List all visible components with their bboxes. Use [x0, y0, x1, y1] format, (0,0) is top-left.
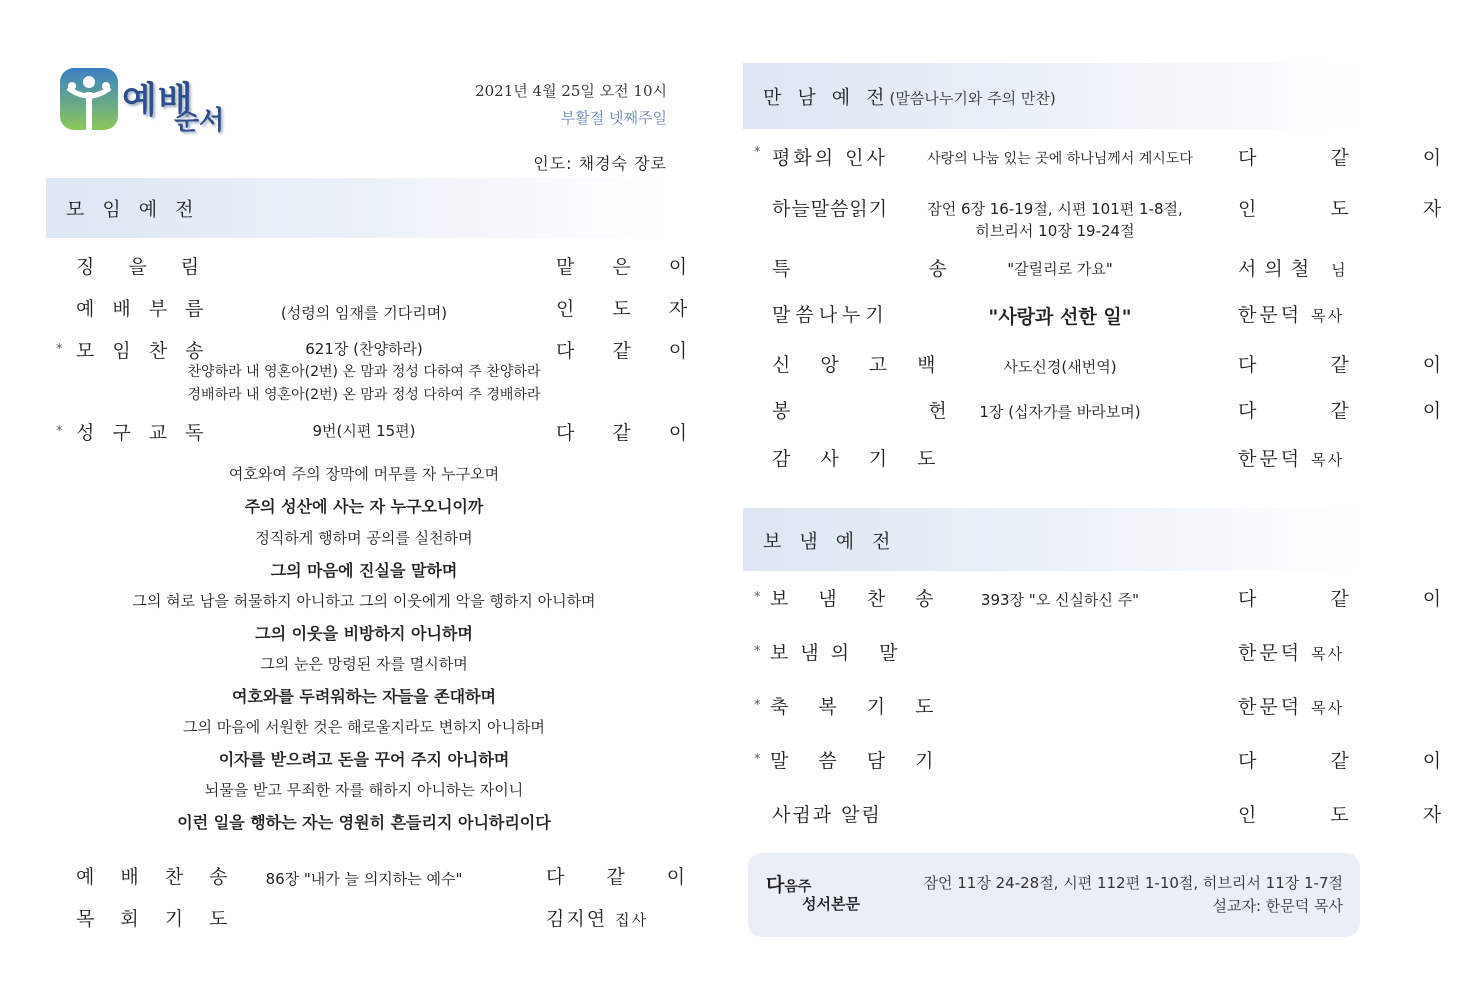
item-performer	[1238, 254, 1348, 281]
item-label: 말 씀 담 기	[770, 750, 946, 772]
item-performer	[546, 904, 648, 931]
standing-marker: *	[56, 342, 63, 357]
meeting-row	[740, 396, 1475, 426]
standing-marker: *	[754, 644, 761, 659]
item-label: 하늘말씀읽기	[772, 198, 889, 220]
item-label: 특 송	[772, 258, 1013, 280]
item-performer: 맡 은 이	[556, 256, 704, 278]
psalm-line-response: 여호와를 두려워하는 자들을 존대하며	[231, 687, 496, 706]
sending-row	[740, 692, 1380, 722]
item-label: 사귐과 알림	[772, 804, 882, 826]
meeting-row	[740, 254, 1380, 284]
performer-name: 한문덕	[1238, 696, 1303, 718]
performer-name: 한문덕	[1238, 448, 1303, 470]
item-label: 봉 헌	[772, 400, 1013, 422]
psalm-line-response: 그의 마음에 진실을 말하며	[270, 561, 458, 580]
performer-title: 집사	[615, 911, 649, 929]
item-performer: 다 같 이	[546, 866, 704, 888]
gathering-row	[0, 294, 704, 324]
psalm-line: 뇌물을 받고 무죄한 자를 해하지 아니하는 자이니	[204, 781, 524, 799]
item-description: 86장 "내가 늘 의지하는 예수"	[265, 870, 463, 888]
psalm-line: 그의 마음에 서원한 것은 해로울지라도 변하지 아니하며	[183, 718, 545, 736]
performer-title: 목사	[1311, 645, 1345, 663]
item-label: 말씀나누기	[772, 304, 889, 326]
next-week-title-small: 음주	[784, 879, 812, 895]
gathering-section-header	[46, 178, 666, 238]
service-date: 2021년 4월 25일 오전 10시	[475, 82, 667, 100]
sermon-title: "사랑과 선한 일"	[988, 306, 1132, 328]
item-description: (성령의 임재를 기다리며)	[280, 304, 448, 322]
item-label	[76, 252, 214, 279]
item-label: 축 복 기 도	[770, 696, 946, 718]
item-performer: 다 같 이	[556, 340, 704, 362]
item-performer	[1238, 692, 1344, 719]
item-performer	[1238, 300, 1344, 327]
performer-name: 김지연	[546, 908, 608, 930]
item-performer: 인 도 자	[1238, 804, 1475, 826]
gathering-row	[0, 252, 704, 282]
performer-title: 님	[1331, 261, 1348, 279]
item-description: 9번(시편 15편)	[312, 422, 416, 440]
psalm-line: 그의 혀로 남을 허물하지 아니하고 그의 이웃에게 악을 행하지 아니하며	[132, 592, 596, 610]
psalm-line-response: 이자를 받으려고 돈을 꾸어 주지 아니하며	[218, 750, 510, 769]
item-label: 감 사 기 도	[772, 448, 948, 470]
psalm-line-response: 그의 이웃을 비방하지 아니하며	[255, 624, 473, 643]
item-performer	[1238, 444, 1344, 471]
next-week-preacher: 설교자: 한문덕 목사	[1212, 897, 1343, 915]
item-performer: 다 같 이	[556, 422, 704, 444]
meeting-section-title	[763, 83, 1056, 110]
logo-title-bottom: 순서	[174, 106, 225, 136]
gathering-row	[0, 862, 704, 892]
standing-marker: *	[754, 145, 761, 160]
next-week-readings: 잠언 11장 24-28절, 시편 112편 1-10절, 히브리서 11장 1-7절	[923, 874, 1343, 892]
item-label: 성 구 교 독	[76, 422, 210, 444]
item-description: 사랑의 나눔 있는 곳에 하나님께서 계시도다	[927, 151, 1193, 167]
item-performer: 인 도 자	[1238, 198, 1475, 220]
next-week-subtitle: 성서본문	[802, 895, 860, 913]
item-performer: 다 같 이	[1238, 400, 1475, 422]
sending-row	[740, 638, 1380, 668]
standing-marker: *	[754, 752, 761, 767]
item-description: 사도신경(새번역)	[1003, 358, 1117, 376]
meeting-row	[740, 350, 1475, 380]
sending-row	[740, 584, 1475, 614]
item-label-text: 징 을 림	[76, 256, 214, 278]
item-label: 모 임 찬 송	[76, 340, 210, 362]
performer-title: 목사	[1311, 451, 1345, 469]
psalm-line: 그의 눈은 망령된 자를 멸시하며	[260, 655, 468, 673]
standing-marker: *	[754, 698, 761, 713]
item-description: 393장 "오 신실하신 주"	[980, 591, 1140, 609]
item-performer: 인 도 자	[556, 298, 704, 320]
psalm-line: 정직하게 행하며 공의를 실천하며	[255, 529, 473, 547]
gathering-section-title: 모 임 예 전	[66, 198, 200, 221]
meeting-subtitle: (말씀나누기와 주의 만찬)	[889, 89, 1056, 108]
logo-title-top: 예배	[122, 79, 194, 121]
item-description: 621장 (찬양하라)	[305, 340, 423, 358]
hymn-lyric-line: 경배하라 내 영혼아(2번) 온 맘과 정성 다하여 주 경배하라	[187, 387, 541, 403]
item-description-line2: 히브리서 10장 19-24절	[975, 222, 1135, 240]
sending-section-title: 보 냄 예 전	[763, 530, 897, 552]
psalm-line: 여호와여 주의 장막에 머무를 자 누구오며	[228, 465, 500, 483]
performer-name: 서의철	[1238, 258, 1318, 280]
liturgical-season: 부활절 넷째주일	[560, 109, 667, 127]
item-description: 1장 (십자가를 바라보며)	[979, 403, 1141, 421]
item-performer: 다 같 이	[1238, 750, 1475, 772]
item-performer: 다 같 이	[1238, 147, 1475, 169]
standing-marker: *	[56, 424, 63, 439]
service-leader: 인도: 채경숙 장로	[533, 154, 667, 173]
performer-name: 한문덕	[1238, 642, 1303, 664]
hymn-lyric-line: 찬양하라 내 영혼아(2번) 온 맘과 정성 다하여 주 찬양하라	[187, 364, 541, 380]
item-label: 목 회 기 도	[76, 908, 238, 930]
meeting-title-text: 만 남 예 전	[763, 86, 890, 109]
item-label: 신 앙 고 백	[772, 354, 948, 376]
item-performer: 다 같 이	[1238, 588, 1475, 610]
item-performer: 다 같 이	[1238, 354, 1475, 376]
item-label: 보냄의 말	[770, 642, 910, 664]
performer-title: 목사	[1311, 699, 1345, 717]
next-week-title-big: 다	[766, 874, 785, 896]
gathering-row	[0, 904, 700, 934]
meeting-row	[740, 143, 1475, 173]
item-label: 보 냄 찬 송	[770, 588, 946, 610]
sending-row	[740, 746, 1475, 776]
standing-marker: *	[754, 590, 761, 605]
meeting-row	[740, 300, 1380, 330]
meeting-section-header	[743, 63, 1363, 129]
item-description: 잠언 6장 16-19절, 시편 101편 1-8절,	[927, 200, 1183, 218]
item-label: 예 배 부 름	[76, 298, 210, 320]
item-description: "갈릴리로 가요"	[1007, 260, 1113, 278]
psalm-line-response: 주의 성산에 사는 자 누구오니이까	[244, 497, 484, 516]
psalm-line-response: 이런 일을 행하는 자는 영원히 흔들리지 아니하리이다	[177, 813, 551, 832]
meeting-row	[740, 444, 1380, 474]
sending-section-header	[743, 508, 1363, 571]
meeting-row	[740, 194, 1475, 240]
performer-name: 한문덕	[1238, 304, 1303, 326]
sending-row	[740, 800, 1475, 830]
item-label: 예 배 찬 송	[76, 866, 238, 888]
gathering-row	[0, 418, 704, 448]
performer-title: 목사	[1311, 307, 1345, 325]
item-performer	[1238, 638, 1344, 665]
item-label: 평화의 인사	[772, 147, 888, 169]
